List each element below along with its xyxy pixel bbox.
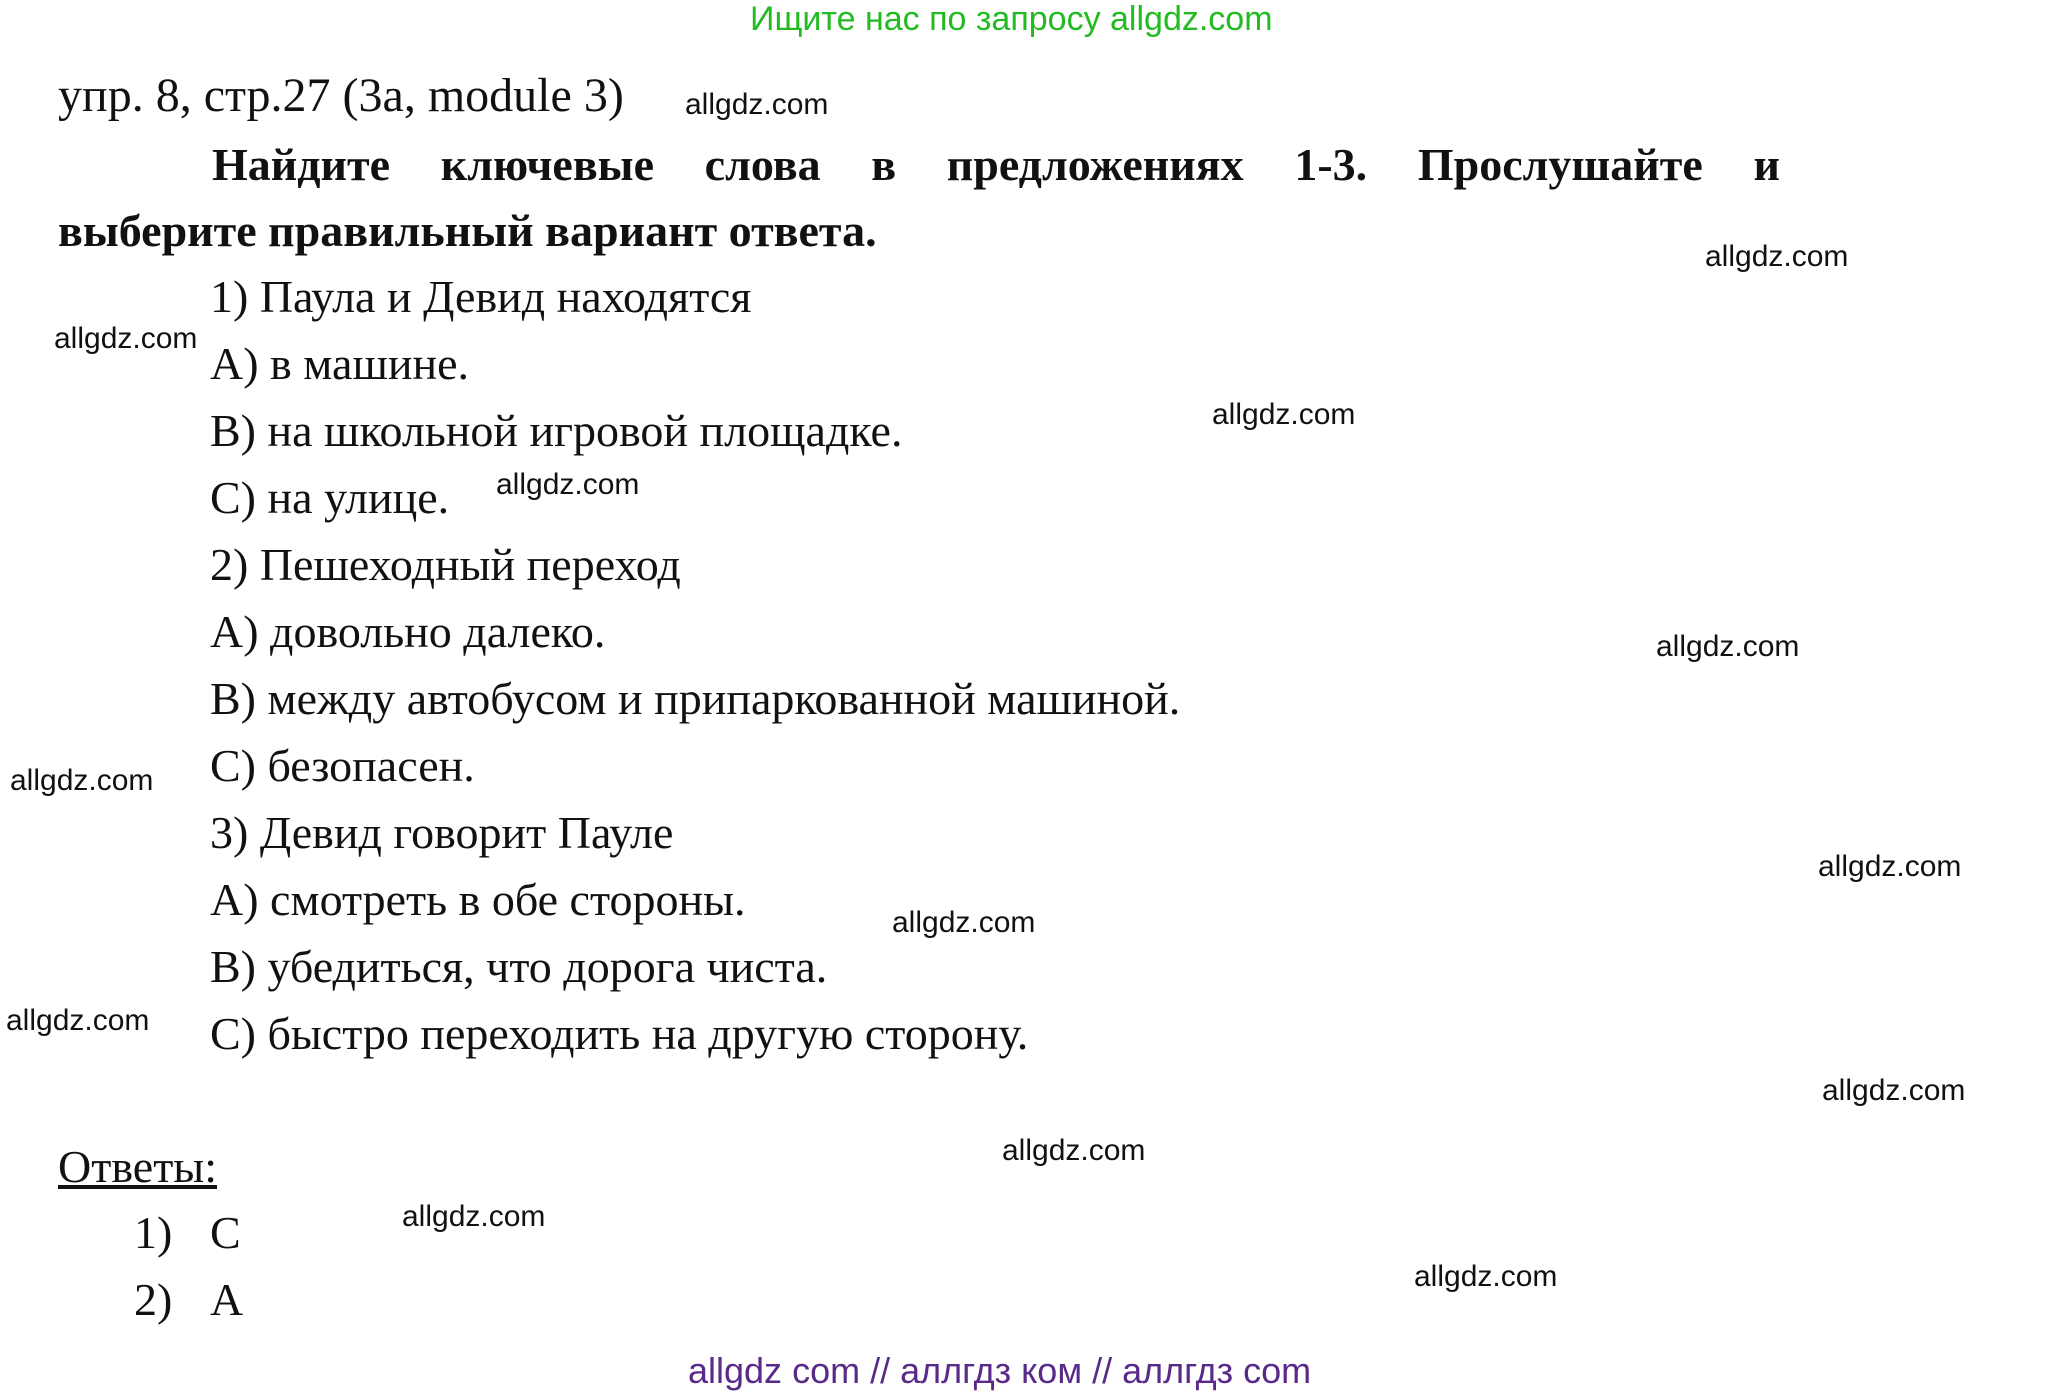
task-word: предложениях <box>946 139 1244 190</box>
footer-watermark: allgdz com // аллгдз ком // аллгдз com <box>688 1350 1312 1391</box>
watermark: allgdz.com <box>1002 1134 1146 1167</box>
question-1-option-c: C) на улице. <box>210 472 450 523</box>
watermark: allgdz.com <box>10 764 154 797</box>
exercise-title: упр. 8, стр.27 (3a, module 3) <box>58 69 624 122</box>
question-2-stem: 2) Пешеходный переход <box>210 539 681 590</box>
watermark: allgdz.com <box>892 906 1036 939</box>
task-word: Найдите <box>212 139 391 190</box>
watermark: allgdz.com <box>496 468 640 501</box>
question-3-option-c: C) быстро переходить на другую сторону. <box>210 1008 1029 1059</box>
answers-heading: Ответы: <box>58 1141 217 1192</box>
watermark: allgdz.com <box>685 88 829 121</box>
top-watermark: Ищите нас по запросу allgdz.com <box>750 0 1273 38</box>
task-line-1 <box>212 138 1780 191</box>
question-3-option-a: A) смотреть в обе стороны. <box>210 874 746 925</box>
watermark: allgdz.com <box>1822 1074 1966 1107</box>
watermark: allgdz.com <box>402 1200 546 1233</box>
question-2-option-b: B) между автобусом и припаркованной машиной. <box>210 673 1181 724</box>
question-3-stem: 3) Девид говорит Пауле <box>210 807 674 858</box>
answer-2-value: A <box>210 1274 244 1325</box>
question-2-option-a: A) довольно далеко. <box>210 606 606 657</box>
question-1-option-b: B) на школьной игровой площадке. <box>210 405 903 456</box>
watermark: allgdz.com <box>1414 1260 1558 1293</box>
task-word: и <box>1753 139 1780 190</box>
watermark: allgdz.com <box>1705 240 1849 273</box>
task-word: ключевые <box>440 139 654 190</box>
watermark: allgdz.com <box>1656 630 1800 663</box>
watermark: allgdz.com <box>1818 850 1962 883</box>
question-1-option-a: A) в машине. <box>210 338 470 389</box>
watermark: allgdz.com <box>6 1004 150 1037</box>
watermark: allgdz.com <box>54 322 198 355</box>
task-line-2: выберите правильный вариант ответа. <box>58 205 877 256</box>
task-word: Прослушайте <box>1417 139 1703 190</box>
task-word: в <box>871 139 897 190</box>
question-1-stem: 1) Паула и Девид находятся <box>210 271 752 322</box>
question-2-option-c: C) безопасен. <box>210 740 475 791</box>
task-word: 1-3. <box>1294 139 1368 190</box>
answer-1-value: C <box>210 1207 241 1258</box>
answer-1-number: 1) <box>134 1207 173 1258</box>
answer-2-number: 2) <box>134 1274 173 1325</box>
task-word: слова <box>704 139 821 190</box>
watermark: allgdz.com <box>1212 398 1356 431</box>
question-3-option-b: B) убедиться, что дорога чиста. <box>210 941 828 992</box>
